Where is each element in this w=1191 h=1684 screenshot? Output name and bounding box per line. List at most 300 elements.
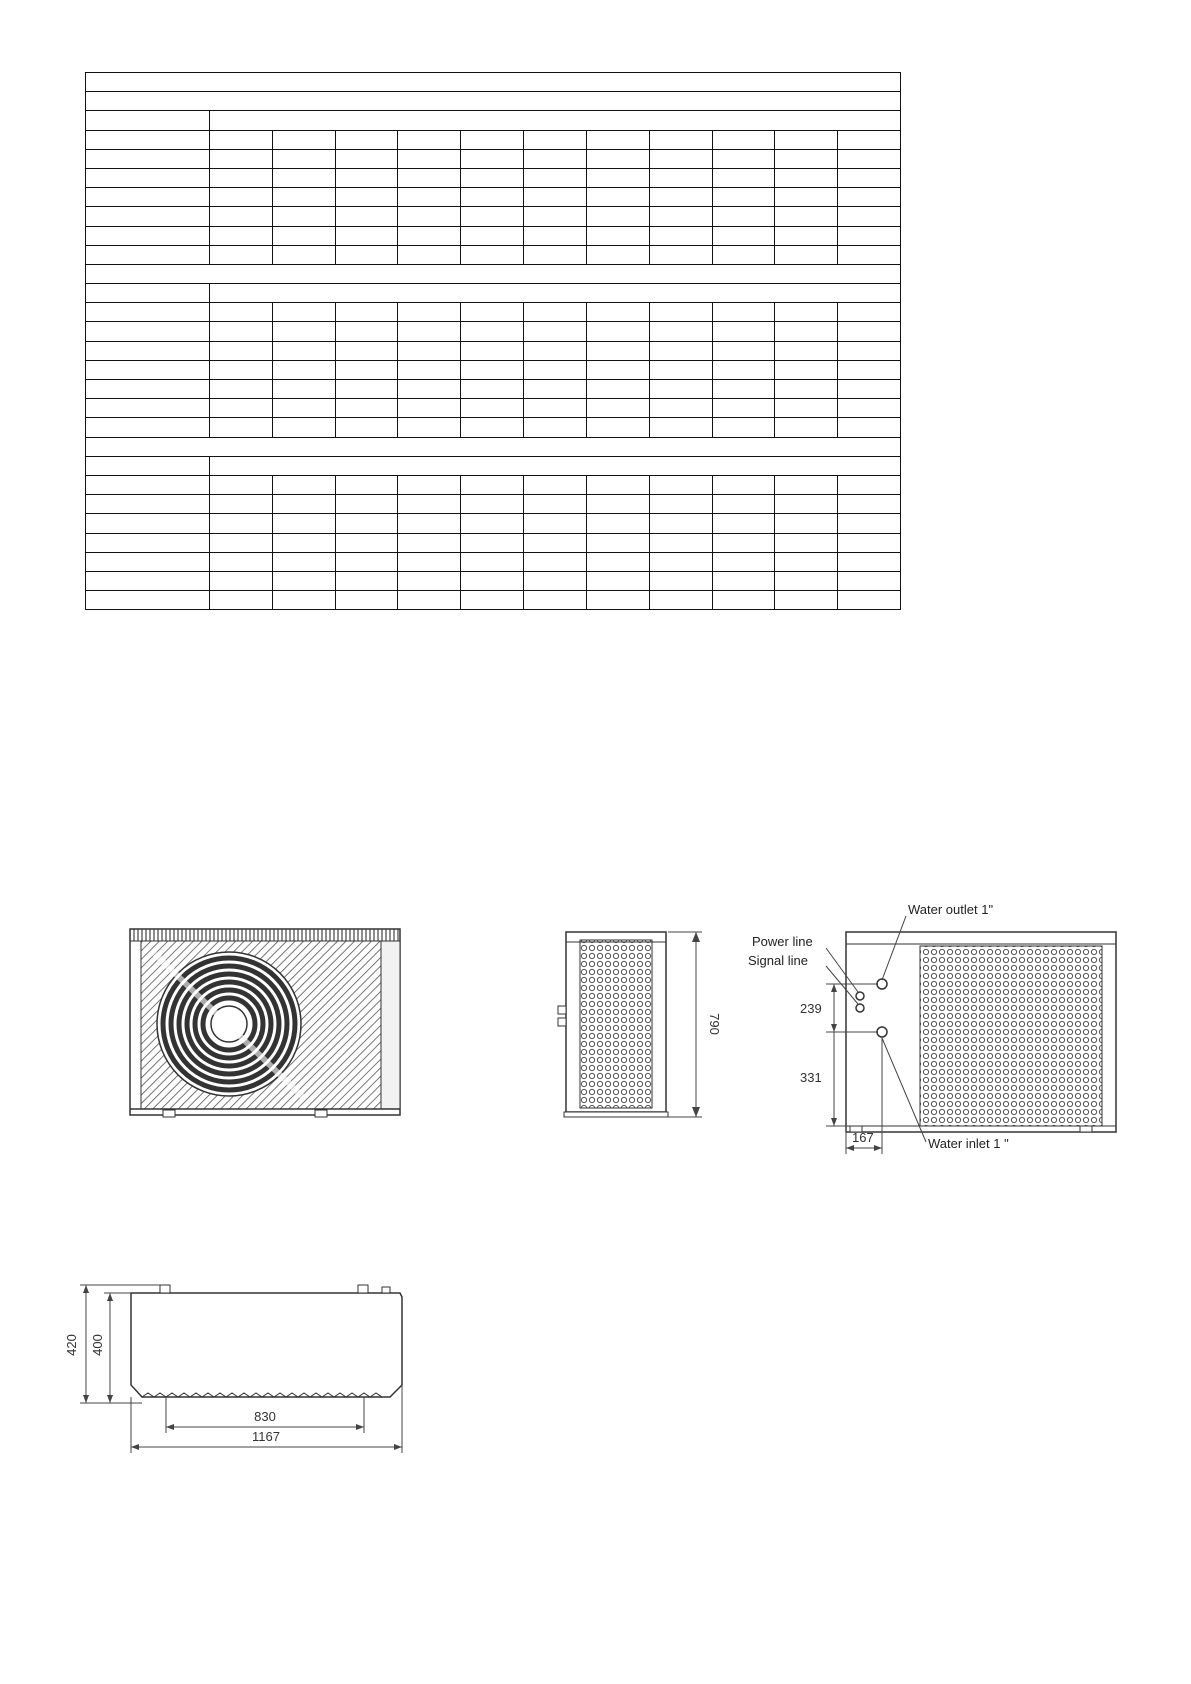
value-cell: [461, 130, 524, 149]
water-inlet-label: Water inlet 1 ": [928, 1136, 1009, 1151]
value-cell: [712, 245, 775, 264]
value-cell: [272, 475, 335, 494]
dim-331-label: 331: [800, 1070, 822, 1085]
value-cell: [524, 303, 587, 322]
value-cell: [335, 591, 398, 610]
value-cell: [398, 571, 461, 590]
value-cell: [524, 168, 587, 187]
value-cell: [586, 245, 649, 264]
value-cell: [775, 207, 838, 226]
value-cell: [838, 207, 901, 226]
value-cell: [210, 168, 273, 187]
value-cell: [210, 591, 273, 610]
value-cell: [272, 168, 335, 187]
table-row: [86, 245, 901, 264]
value-cell: [335, 495, 398, 514]
row-label-cell: [86, 245, 210, 264]
section-header-cell: [86, 264, 901, 283]
table-row: [86, 188, 901, 207]
value-cell: [461, 188, 524, 207]
value-cell: [524, 399, 587, 418]
value-cell: [524, 533, 587, 552]
value-cell: [272, 226, 335, 245]
dim-420-label: 420: [64, 1334, 79, 1356]
value-cell: [398, 495, 461, 514]
value-cell: [838, 514, 901, 533]
value-cell: [838, 341, 901, 360]
row-label-cell: [86, 284, 210, 303]
value-cell: [335, 399, 398, 418]
value-cell: [586, 514, 649, 533]
value-cell: [649, 571, 712, 590]
value-cell: [649, 380, 712, 399]
row-label-cell: [86, 514, 210, 533]
value-cell: [461, 149, 524, 168]
value-cell: [335, 571, 398, 590]
value-cell: [398, 149, 461, 168]
value-cell: [838, 303, 901, 322]
value-cell: [398, 399, 461, 418]
value-cell: [335, 188, 398, 207]
value-cell: [838, 245, 901, 264]
value-cell: [524, 207, 587, 226]
table-title-row: [86, 73, 901, 92]
value-cell: [649, 418, 712, 437]
row-label-cell: [86, 188, 210, 207]
merged-value-cell: [210, 284, 901, 303]
value-cell: [398, 533, 461, 552]
value-cell: [649, 514, 712, 533]
value-cell: [335, 533, 398, 552]
section-subheader-row: [86, 284, 901, 303]
value-cell: [210, 552, 273, 571]
row-label-cell: [86, 418, 210, 437]
value-cell: [210, 571, 273, 590]
value-cell: [712, 226, 775, 245]
value-cell: [775, 399, 838, 418]
value-cell: [524, 130, 587, 149]
value-cell: [272, 130, 335, 149]
value-cell: [775, 533, 838, 552]
table-row: [86, 399, 901, 418]
section-subheader-row: [86, 456, 901, 475]
table-row: [86, 495, 901, 514]
value-cell: [524, 475, 587, 494]
value-cell: [272, 380, 335, 399]
value-cell: [210, 322, 273, 341]
value-cell: [398, 207, 461, 226]
value-cell: [649, 130, 712, 149]
signal-line-label: Signal line: [748, 953, 808, 968]
merged-value-cell: [210, 111, 901, 130]
value-cell: [712, 360, 775, 379]
value-cell: [838, 188, 901, 207]
value-cell: [210, 495, 273, 514]
section-header-row: [86, 92, 901, 111]
value-cell: [210, 226, 273, 245]
value-cell: [272, 514, 335, 533]
value-cell: [335, 130, 398, 149]
value-cell: [649, 475, 712, 494]
height-dimension: [668, 932, 722, 1117]
value-cell: [838, 591, 901, 610]
value-cell: [272, 341, 335, 360]
value-cell: [586, 188, 649, 207]
value-cell: [398, 360, 461, 379]
value-cell: [586, 475, 649, 494]
value-cell: [649, 341, 712, 360]
row-label-cell: [86, 591, 210, 610]
value-cell: [461, 533, 524, 552]
value-cell: [461, 226, 524, 245]
value-cell: [838, 130, 901, 149]
value-cell: [712, 149, 775, 168]
value-cell: [649, 245, 712, 264]
value-cell: [461, 303, 524, 322]
row-label-cell: [86, 399, 210, 418]
value-cell: [210, 360, 273, 379]
value-cell: [335, 475, 398, 494]
value-cell: [272, 322, 335, 341]
value-cell: [712, 514, 775, 533]
value-cell: [524, 360, 587, 379]
value-cell: [461, 322, 524, 341]
row-label-cell: [86, 322, 210, 341]
value-cell: [524, 495, 587, 514]
table-row: [86, 571, 901, 590]
value-cell: [461, 207, 524, 226]
dim-239-label: 239: [800, 1001, 822, 1016]
row-label-cell: [86, 130, 210, 149]
section-header-row: [86, 264, 901, 283]
value-cell: [335, 226, 398, 245]
value-cell: [210, 245, 273, 264]
value-cell: [272, 245, 335, 264]
value-cell: [586, 322, 649, 341]
value-cell: [335, 168, 398, 187]
value-cell: [210, 130, 273, 149]
row-label-cell: [86, 360, 210, 379]
value-cell: [649, 322, 712, 341]
value-cell: [398, 475, 461, 494]
value-cell: [775, 188, 838, 207]
value-cell: [838, 322, 901, 341]
value-cell: [712, 418, 775, 437]
value-cell: [272, 399, 335, 418]
value-cell: [335, 341, 398, 360]
section-subheader-row: [86, 111, 901, 130]
value-cell: [775, 130, 838, 149]
value-cell: [524, 552, 587, 571]
value-cell: [461, 380, 524, 399]
value-cell: [210, 149, 273, 168]
value-cell: [398, 418, 461, 437]
value-cell: [335, 360, 398, 379]
value-cell: [649, 149, 712, 168]
value-cell: [775, 149, 838, 168]
value-cell: [586, 399, 649, 418]
value-cell: [649, 360, 712, 379]
value-cell: [461, 168, 524, 187]
value-cell: [524, 380, 587, 399]
value-cell: [775, 495, 838, 514]
table-row: [86, 533, 901, 552]
value-cell: [524, 514, 587, 533]
value-cell: [775, 322, 838, 341]
value-cell: [461, 399, 524, 418]
value-cell: [586, 341, 649, 360]
value-cell: [586, 495, 649, 514]
value-cell: [335, 322, 398, 341]
value-cell: [586, 303, 649, 322]
value-cell: [524, 418, 587, 437]
value-cell: [210, 303, 273, 322]
value-cell: [335, 418, 398, 437]
value-cell: [524, 149, 587, 168]
side-view-drawing: [540, 920, 720, 1130]
row-label-cell: [86, 303, 210, 322]
table-row: [86, 341, 901, 360]
value-cell: [838, 149, 901, 168]
value-cell: [838, 552, 901, 571]
value-cell: [272, 533, 335, 552]
value-cell: [398, 168, 461, 187]
section-header-row: [86, 437, 901, 456]
value-cell: [335, 207, 398, 226]
value-cell: [210, 418, 273, 437]
value-cell: [210, 341, 273, 360]
value-cell: [272, 495, 335, 514]
value-cell: [712, 552, 775, 571]
row-label-cell: [86, 456, 210, 475]
value-cell: [272, 571, 335, 590]
table-row: [86, 149, 901, 168]
value-cell: [398, 341, 461, 360]
value-cell: [586, 226, 649, 245]
table-row: [86, 360, 901, 379]
value-cell: [272, 418, 335, 437]
table-title-cell: [86, 73, 901, 92]
value-cell: [712, 495, 775, 514]
value-cell: [335, 514, 398, 533]
top-unit-outline: [131, 1285, 402, 1397]
value-cell: [398, 591, 461, 610]
value-cell: [712, 399, 775, 418]
value-cell: [712, 130, 775, 149]
value-cell: [335, 380, 398, 399]
value-cell: [586, 533, 649, 552]
value-cell: [272, 188, 335, 207]
value-cell: [712, 303, 775, 322]
value-cell: [461, 552, 524, 571]
value-cell: [775, 360, 838, 379]
value-cell: [461, 495, 524, 514]
row-label-cell: [86, 111, 210, 130]
row-label-cell: [86, 149, 210, 168]
value-cell: [712, 188, 775, 207]
side-unit-outline: [558, 932, 668, 1117]
value-cell: [398, 322, 461, 341]
value-cell: [838, 418, 901, 437]
value-cell: [649, 188, 712, 207]
value-cell: [461, 245, 524, 264]
value-cell: [712, 475, 775, 494]
value-cell: [398, 226, 461, 245]
value-cell: [775, 380, 838, 399]
dim-400-label: 400: [90, 1334, 105, 1356]
row-label-cell: [86, 495, 210, 514]
dim-1167-label: 1167: [252, 1429, 280, 1444]
value-cell: [712, 591, 775, 610]
value-cell: [649, 552, 712, 571]
value-cell: [775, 168, 838, 187]
front-view-drawing: [125, 924, 405, 1124]
value-cell: [586, 418, 649, 437]
row-label-cell: [86, 380, 210, 399]
row-label-cell: [86, 571, 210, 590]
value-cell: [210, 514, 273, 533]
table-row: [86, 591, 901, 610]
value-cell: [461, 514, 524, 533]
value-cell: [775, 571, 838, 590]
table-row: [86, 226, 901, 245]
value-cell: [712, 322, 775, 341]
table-row: [86, 380, 901, 399]
value-cell: [272, 303, 335, 322]
value-cell: [775, 514, 838, 533]
value-cell: [335, 552, 398, 571]
value-cell: [335, 303, 398, 322]
value-cell: [775, 475, 838, 494]
value-cell: [461, 571, 524, 590]
value-cell: [775, 341, 838, 360]
value-cell: [838, 380, 901, 399]
value-cell: [272, 591, 335, 610]
value-cell: [586, 130, 649, 149]
value-cell: [586, 207, 649, 226]
value-cell: [398, 303, 461, 322]
merged-value-cell: [210, 456, 901, 475]
value-cell: [524, 245, 587, 264]
section-header-cell: [86, 92, 901, 111]
value-cell: [838, 571, 901, 590]
value-cell: [712, 533, 775, 552]
value-cell: [775, 303, 838, 322]
table-row: [86, 475, 901, 494]
value-cell: [524, 571, 587, 590]
table-row: [86, 514, 901, 533]
table-row: [86, 303, 901, 322]
value-cell: [838, 475, 901, 494]
value-cell: [586, 571, 649, 590]
value-cell: [838, 399, 901, 418]
value-cell: [649, 226, 712, 245]
value-cell: [649, 207, 712, 226]
value-cell: [775, 418, 838, 437]
table-row: [86, 130, 901, 149]
value-cell: [335, 245, 398, 264]
value-cell: [649, 303, 712, 322]
value-cell: [398, 552, 461, 571]
height-dimension-label: 790: [707, 1013, 722, 1035]
value-cell: [838, 495, 901, 514]
table-row: [86, 322, 901, 341]
value-cell: [586, 168, 649, 187]
value-cell: [272, 207, 335, 226]
value-cell: [524, 591, 587, 610]
value-cell: [210, 207, 273, 226]
value-cell: [712, 341, 775, 360]
value-cell: [712, 571, 775, 590]
value-cell: [210, 380, 273, 399]
value-cell: [586, 552, 649, 571]
value-cell: [775, 552, 838, 571]
row-label-cell: [86, 341, 210, 360]
value-cell: [272, 149, 335, 168]
value-cell: [398, 130, 461, 149]
row-label-cell: [86, 475, 210, 494]
rear-view-drawing: [730, 892, 1130, 1162]
value-cell: [586, 380, 649, 399]
value-cell: [524, 322, 587, 341]
value-cell: [461, 360, 524, 379]
value-cell: [838, 533, 901, 552]
value-cell: [210, 475, 273, 494]
value-cell: [586, 149, 649, 168]
specification-table: [85, 72, 901, 610]
value-cell: [712, 380, 775, 399]
value-cell: [838, 168, 901, 187]
value-cell: [461, 341, 524, 360]
row-label-cell: [86, 226, 210, 245]
row-label-cell: [86, 533, 210, 552]
value-cell: [210, 399, 273, 418]
value-cell: [712, 207, 775, 226]
value-cell: [524, 188, 587, 207]
value-cell: [649, 533, 712, 552]
value-cell: [524, 341, 587, 360]
value-cell: [649, 399, 712, 418]
value-cell: [775, 591, 838, 610]
value-cell: [461, 418, 524, 437]
value-cell: [838, 360, 901, 379]
value-cell: [775, 226, 838, 245]
value-cell: [775, 245, 838, 264]
dim-830-label: 830: [254, 1409, 276, 1424]
value-cell: [398, 380, 461, 399]
power-line-label: Power line: [752, 934, 813, 949]
water-outlet-label: Water outlet 1": [908, 902, 994, 917]
value-cell: [524, 226, 587, 245]
value-cell: [649, 495, 712, 514]
row-label-cell: [86, 168, 210, 187]
value-cell: [398, 514, 461, 533]
value-cell: [712, 168, 775, 187]
row-label-cell: [86, 552, 210, 571]
table-row: [86, 552, 901, 571]
value-cell: [649, 591, 712, 610]
value-cell: [398, 245, 461, 264]
dim-167-label: 167: [852, 1130, 874, 1145]
value-cell: [838, 226, 901, 245]
table-row: [86, 207, 901, 226]
top-view-drawing: [60, 1275, 420, 1455]
table-row: [86, 418, 901, 437]
value-cell: [335, 149, 398, 168]
value-cell: [649, 168, 712, 187]
value-cell: [586, 360, 649, 379]
table-row: [86, 168, 901, 187]
